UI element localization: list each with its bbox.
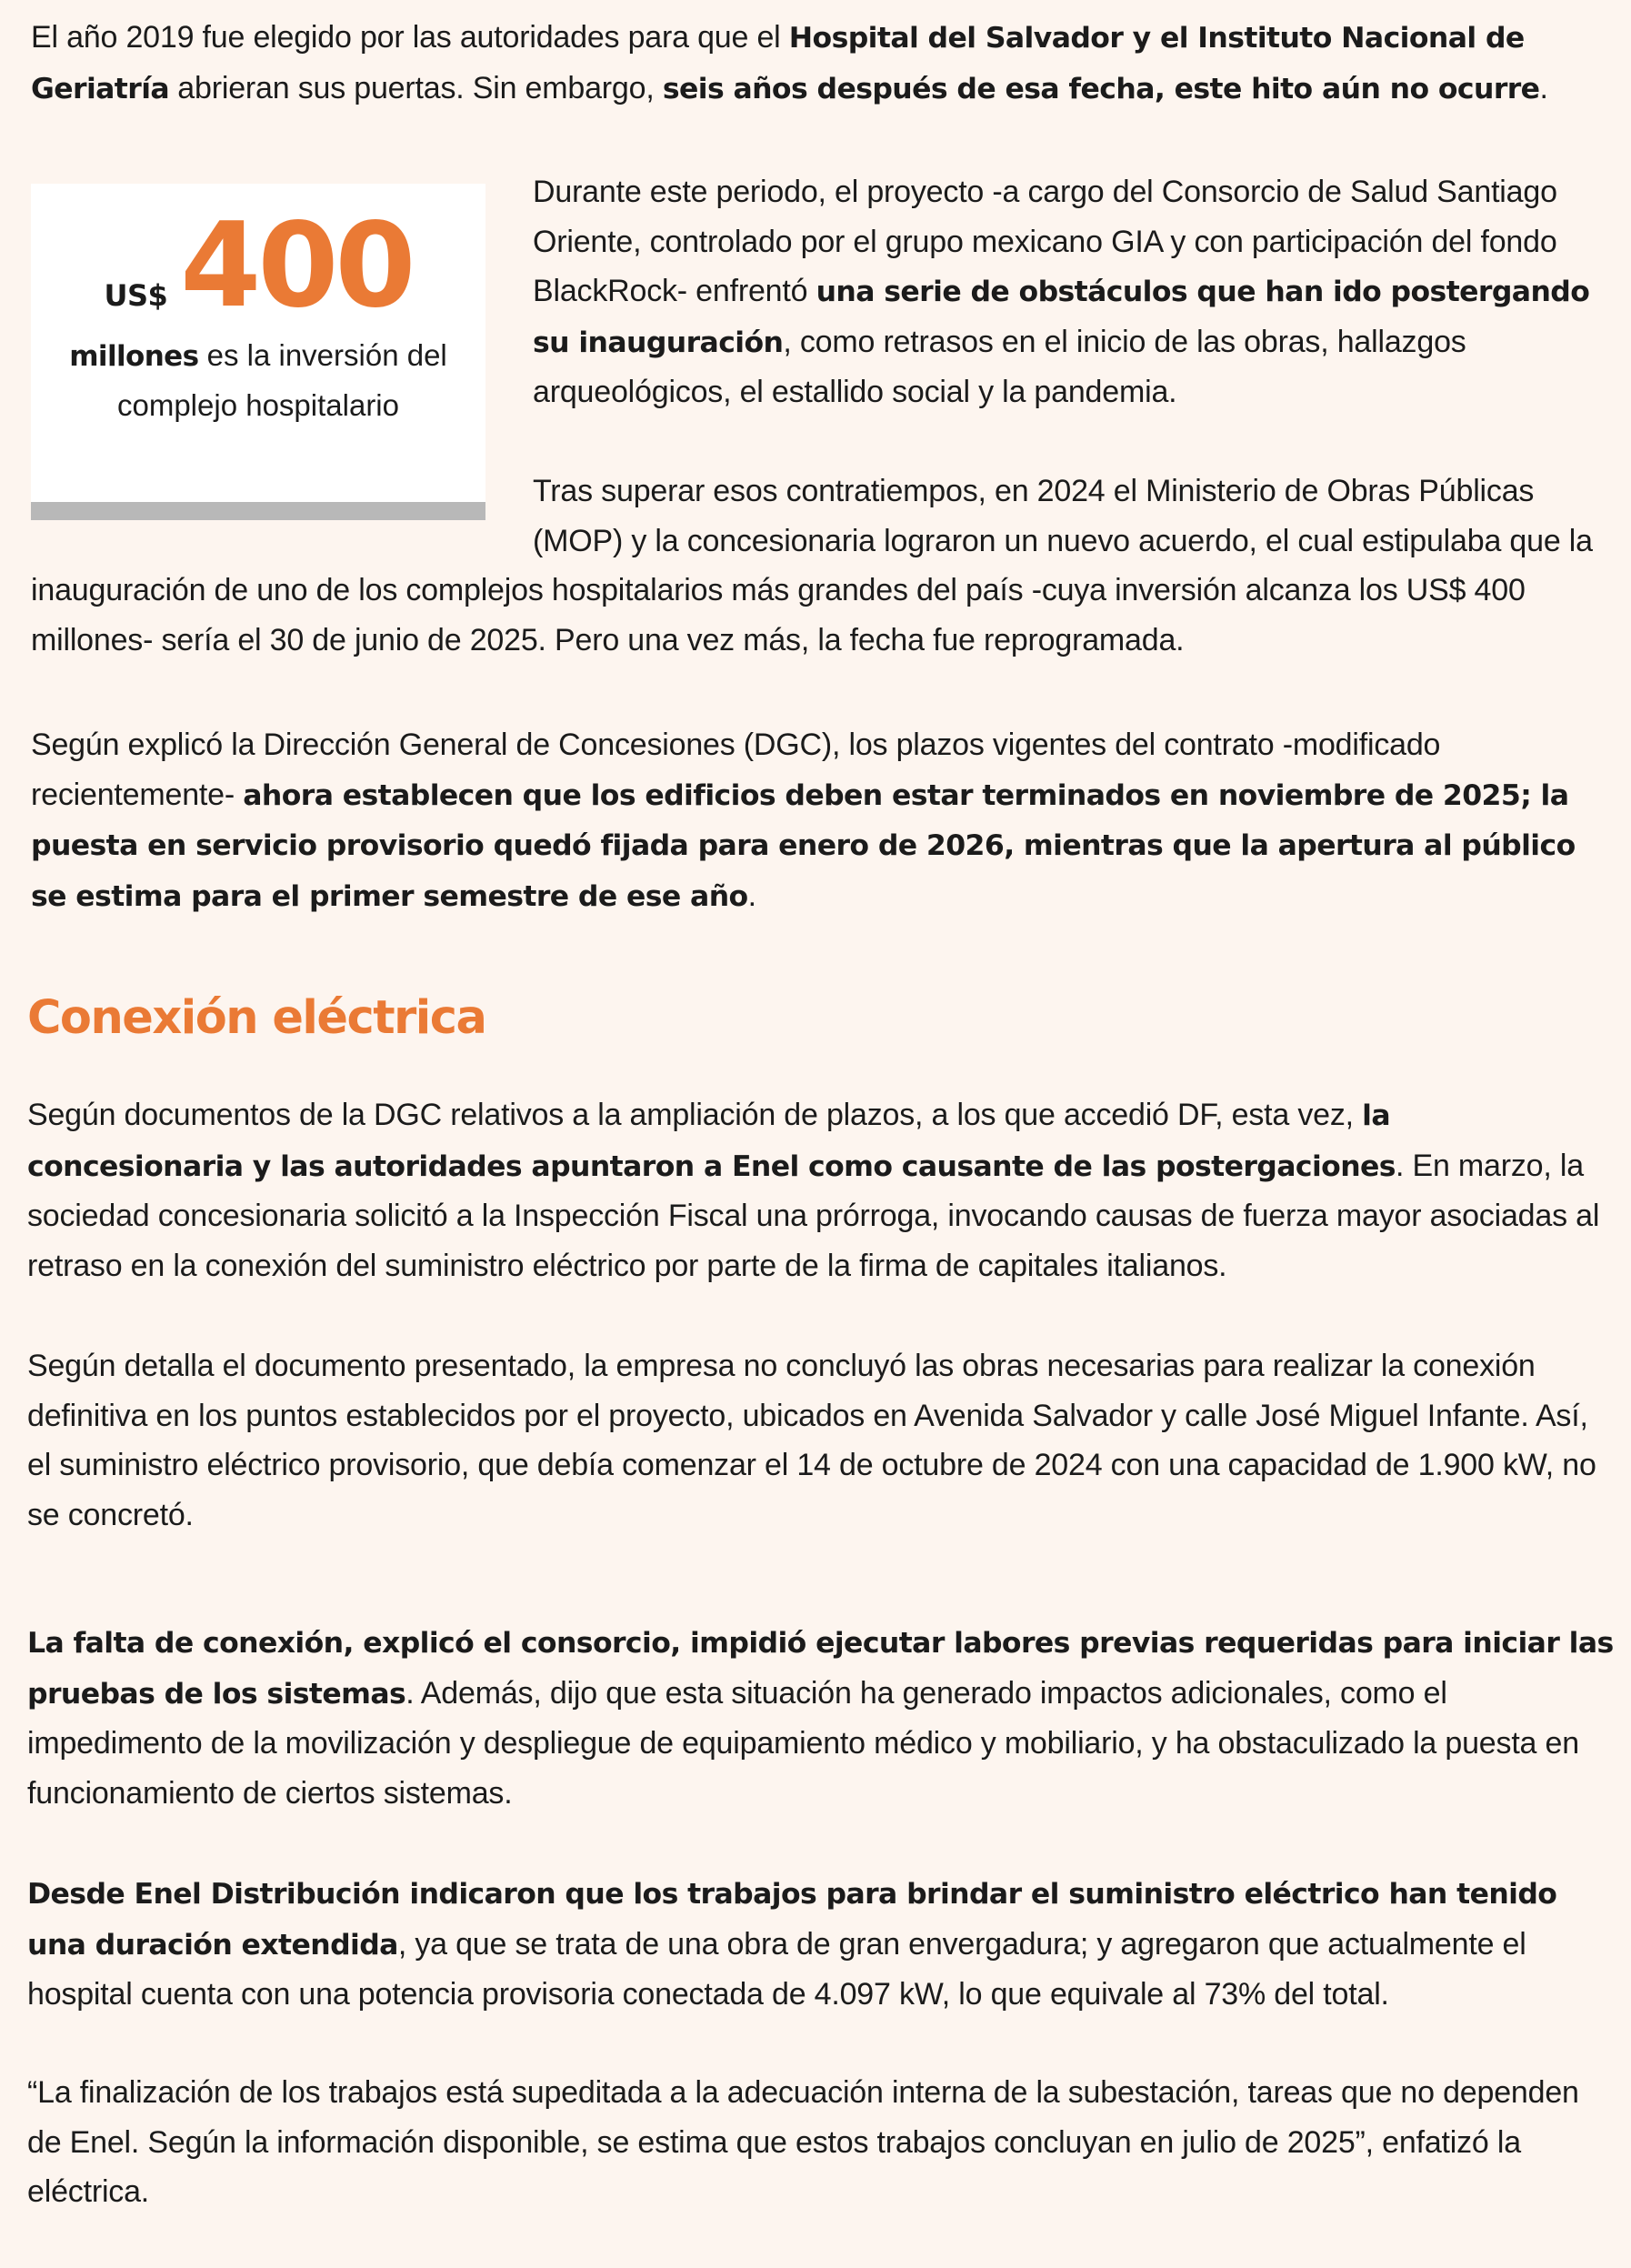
- dgc-paragraph: [31, 720, 1617, 921]
- callout-figure: [31, 198, 485, 335]
- intro-bold-2: seis años después de esa fecha, este hito aún no ocurre: [662, 72, 1540, 105]
- callout-number: 400: [180, 198, 413, 334]
- enel3-bold-1: La falta de conexión, explicó el consorcio, impidió ejecutar labores previas requeridas para iniciar las pruebas de los sistemas: [27, 1627, 1614, 1711]
- enel3-text-1: . Además, dijo que esta situación ha generado impactos adicionales, como el impedimento de la movilización y despliegue de equipamiento médico y mobiliario, y ha obstaculizado la puesta en funcionamiento de ciertos sistemas.: [27, 1675, 1579, 1811]
- intro-bold-1: Hospital del Salvador y el Instituto Nacional de Geriatría: [31, 22, 1525, 105]
- callout-bar: [31, 502, 485, 520]
- callout-caption-bold: millones: [69, 340, 199, 373]
- periodo-text-1: Durante este periodo, el proyecto -a cargo del Consorcio de Salud Santiago Oriente, controlado por el grupo mexicano GIA y con participación del fondo BlackRock- enfrentó: [533, 175, 1557, 308]
- section-heading: Conexión eléctrica: [27, 991, 486, 1045]
- callout-currency: US$: [104, 278, 168, 313]
- callout-caption-rest: es la inversión del complejo hospitalario: [116, 338, 447, 422]
- intro-paragraph: [31, 13, 1613, 114]
- enel2-text-1: Según detalla el documento presentado, la empresa no concluyó las obras necesarias para realizar la conexión definitiva en los puntos establecidos por el proyecto, ubicados en Avenida Salvador y calle José Miguel Infante. Así, el suministro eléctrico provisorio, que debía comenzar el 14 de octubre de 2024 con una capacidad de 1.900 kW, no se concretó.: [27, 1349, 1596, 1532]
- intro-text-1: El año 2019 fue elegido por las autoridades para que el: [31, 20, 789, 55]
- enel4-text-1: , ya que se trata de una obra de gran envergadura; y agregaron que actualmente el hospital cuenta con una potencia provisoria conectada de 4.097 kW, lo que equivale al 73% del total.: [27, 1926, 1526, 2012]
- enel-paragraph-2: [27, 1341, 1614, 1540]
- enel1-text-2: . En marzo, la sociedad concesionaria solicitó a la Inspección Fiscal una prórroga, invocando causas de fuerza mayor asociadas al retraso en la conexión del suministro eléctrico por parte de la firma de capitales italianos.: [27, 1148, 1600, 1283]
- callout-wrap-section: [31, 167, 1617, 665]
- investment-callout: [31, 184, 485, 520]
- enel-paragraph-4: [27, 1869, 1614, 2020]
- enel-paragraph-1: [27, 1090, 1614, 1290]
- acuerdo-text-1: Tras superar esos contratiempos, en 2024 el Ministerio de Obras Públicas (MOP) y la concesionaria lograron un nuevo acuerdo, el cual estipulaba que la inauguración de uno de los complejos hospitalarios más grandes del país -cuya inversión alcanza los US$ 400 millones- sería el 30 de junio de 2025. Pero una vez más, la fecha fue reprogramada.: [31, 474, 1593, 657]
- callout-caption: [31, 331, 485, 430]
- periodo-bold-1: una serie de obstáculos que han ido postergando su inauguración: [533, 276, 1590, 359]
- enel1-bold-1: la concesionaria y las autoridades apuntaron a Enel como causante de las postergaciones: [27, 1099, 1396, 1183]
- enel-paragraph-5: [27, 2068, 1614, 2217]
- intro-text-2: abrieran sus puertas. Sin embargo,: [169, 70, 663, 105]
- enel-paragraph-3: [27, 1618, 1614, 1818]
- enel4-bold-1: Desde Enel Distribución indicaron que los trabajos para brindar el suministro eléctrico han tenido una duración extendida: [27, 1878, 1557, 1962]
- enel1-text-1: Según documentos de la DGC relativos a la ampliación de plazos, a los que accedió DF, esta vez,: [27, 1098, 1363, 1132]
- intro-text-3: .: [1539, 70, 1548, 105]
- dgc-text-1: Según explicó la Dirección General de Concesiones (DGC), los plazos vigentes del contrato -modificado recientemente-: [31, 728, 1441, 812]
- dgc-bold-1: ahora establecen que los edificios deben estar terminados en noviembre de 2025; la puesta en servicio provisorio quedó fijada para enero de 2026, mientras que la apertura al público se estima para el primer semestre de ese año: [31, 778, 1576, 913]
- dgc-text-2: .: [747, 878, 756, 913]
- enel5-text-1: “La finalización de los trabajos está supeditada a la adecuación interna de la subestación, tareas que no dependen de Enel. Según la información disponible, se estima que estos trabajos concluyan en julio de 2025”, enfatizó la eléctrica.: [27, 2075, 1579, 2209]
- periodo-text-2: , como retrasos en el inicio de las obras, hallazgos arqueológicos, el estallido social y la pandemia.: [533, 324, 1466, 409]
